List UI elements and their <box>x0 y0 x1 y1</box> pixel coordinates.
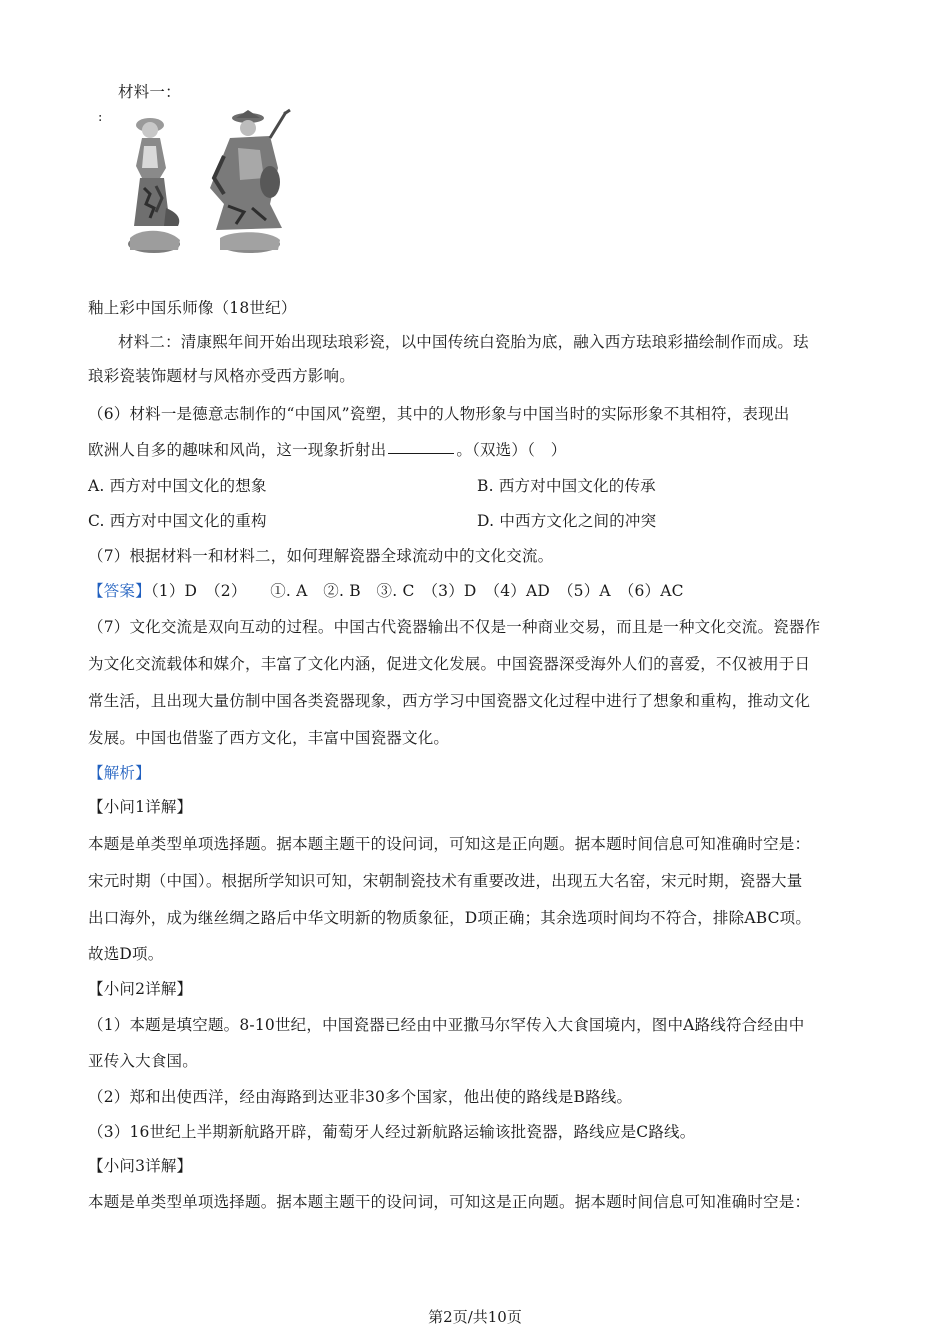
sub2-line-4: （3）16世纪上半期新航路开辟，葡萄牙人经过新航路运输该批瓷器，路线应是C路线。 <box>88 1123 696 1141</box>
question-6-line-2 <box>88 438 566 460</box>
porcelain-figures-image <box>120 108 305 258</box>
answer-blank <box>388 452 454 454</box>
sub2-line-3: （2）郑和出使西洋，经由海路到达亚非30多个国家，他出使的路线是B路线。 <box>88 1088 633 1106</box>
figure-caption: 釉上彩中国乐师像（18世纪） <box>88 299 297 317</box>
option-d: D. 中西方文化之间的冲突 <box>477 512 657 530</box>
answer-values: （1）D （2） ①. A ②. B ③. C （3）D （4）AD （5）A （6）AC <box>150 582 684 600</box>
answer-7-line-1: （7）文化交流是双向互动的过程。中国古代瓷器输出不仅是一种商业交易，而且是一种文化交流。瓷器作 <box>88 618 821 636</box>
answer-row <box>88 579 684 601</box>
sub3-line-1: 本题是单类型单项选择题。据本题主题干的设问词，可知这是正向题。据本题时间信息可知准确时空是： <box>88 1193 811 1211</box>
material2-line-1: 材料二：清康熙年间开始出现珐琅彩瓷，以中国传统白瓷胎为底，融入西方珐琅彩描绘制作而成。珐 <box>118 333 809 351</box>
sub1-line-1: 本题是单类型单项选择题。据本题主题干的设问词，可知这是正向题。据本题时间信息可知准确时空是： <box>88 835 811 853</box>
sub1-line-4: 故选D项。 <box>88 945 164 963</box>
stray-marker: : <box>98 110 103 125</box>
question-7: （7）根据材料一和材料二，如何理解瓷器全球流动中的文化交流。 <box>88 547 554 565</box>
porcelain-figure-woman-icon <box>128 118 180 253</box>
sub1-line-3: 出口海外，成为继丝绸之路后中华文明新的物质象征，D项正确；其余选项时间均不符合，排除ABC项。 <box>88 909 812 927</box>
answer-7-line-3: 常生活，且出现大量仿制中国各类瓷器现象，西方学习中国瓷器文化过程中进行了想象和重构，推动文化 <box>88 692 811 710</box>
analysis-label: 【解析】 <box>88 764 151 782</box>
option-c: C. 西方对中国文化的重构 <box>88 512 267 530</box>
material1-label: 材料一： <box>118 83 181 101</box>
page-footer: 第2页/共10页 <box>428 1308 522 1326</box>
porcelain-figure-musician-icon <box>210 110 290 253</box>
sub2-line-1: （1）本题是填空题。8-10世纪，中国瓷器已经由中亚撒马尔罕传入大食国境内，图中A路线符合经由中 <box>88 1016 805 1034</box>
sub1-line-2: 宋元时期（中国）。根据所学知识可知，宋朝制瓷技术有重要改进，出现五大名窑，宋元时期，瓷器大量 <box>88 872 803 890</box>
question-6-suffix: 。（双选）（ ） <box>456 441 567 459</box>
sub2-heading: 【小问2详解】 <box>88 980 193 998</box>
answer-7-line-4: 发展。中国也借鉴了西方文化，丰富中国瓷器文化。 <box>88 729 450 747</box>
option-a: A. 西方对中国文化的想象 <box>88 477 267 495</box>
sub1-heading: 【小问1详解】 <box>88 798 193 816</box>
sub3-heading: 【小问3详解】 <box>88 1157 193 1175</box>
option-b: B. 西方对中国文化的传承 <box>477 477 656 495</box>
answer-7-line-2: 为文化交流载体和媒介，丰富了文化内涵，促进文化发展。中国瓷器深受海外人们的喜爱，不仅被用于日 <box>88 655 811 673</box>
question-6-line-1: （6）材料一是德意志制作的“中国风”瓷塑，其中的人物形象与中国当时的实际形象不其相符，表现出 <box>88 405 790 423</box>
sub2-line-2: 亚传入大食国。 <box>88 1052 198 1070</box>
question-6-prefix: 欧洲人自多的趣味和风尚，这一现象折射出 <box>88 441 387 459</box>
material2-line-2: 琅彩瓷装饰题材与风格亦受西方影响。 <box>88 367 355 385</box>
answer-label: 【答案】 <box>88 582 151 600</box>
